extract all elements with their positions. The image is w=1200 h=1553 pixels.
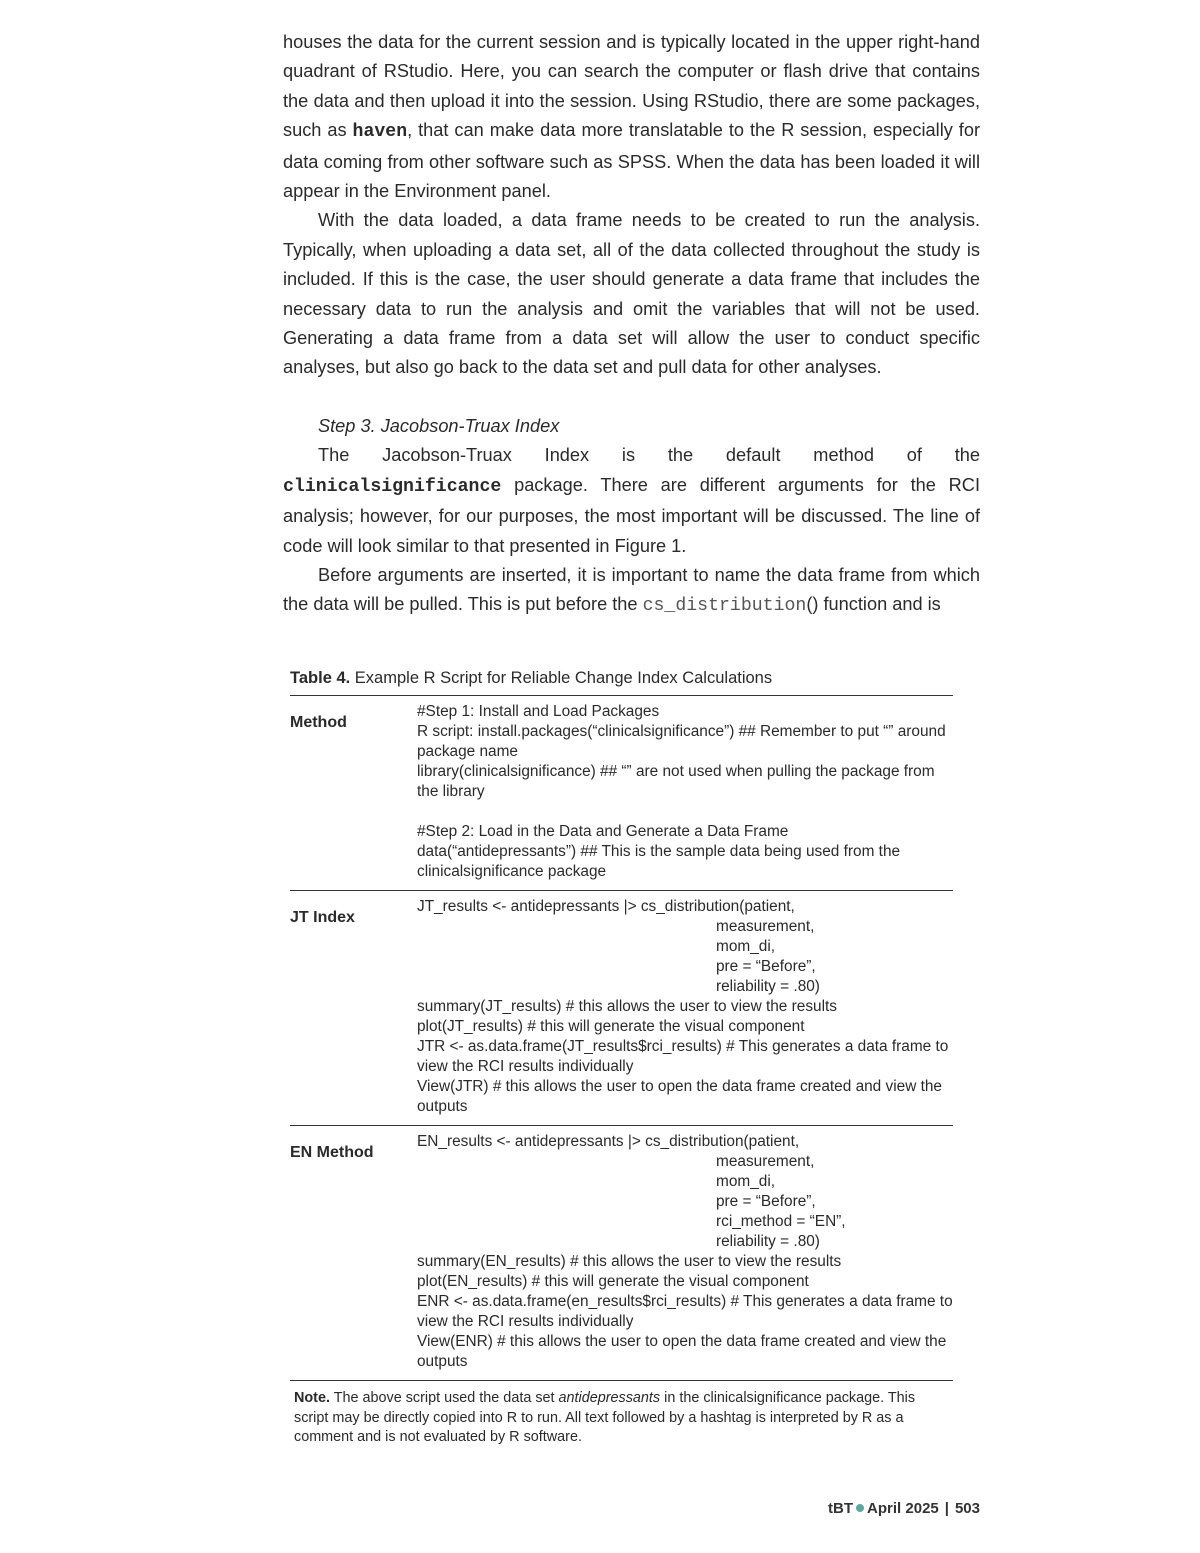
paragraph-4 <box>283 561 980 622</box>
table-row-method <box>290 696 953 891</box>
note-text-end: in the clinicalsignificance package. This script may be directly copied into R to run. All text followed by a hashtag is interpreted by R as a comment and is not evaluated by R software. <box>294 1390 916 1445</box>
code-line: summary(JT_results) # this allows the user to view the results <box>417 998 837 1015</box>
code-line: R script: install.packages(“clinicalsignificance”) ## Remember to put “” around package name <box>417 723 946 760</box>
code-line: library(clinicalsignificance) ## “” are not used when pulling the package from the library <box>417 763 935 800</box>
code-line: plot(JT_results) # this will generate the visual component <box>417 1018 805 1035</box>
table-caption-label: Table 4. <box>290 669 351 687</box>
code-line: EN_results <- antidepressants |> cs_distribution(patient, <box>417 1133 800 1150</box>
code-cs-distribution: cs_distribution <box>642 596 807 617</box>
code-haven: haven <box>352 122 408 143</box>
code-line: summary(EN_results) # this allows the user to view the results <box>417 1253 842 1270</box>
paragraph-1-text: houses the data for the current session and is typically located in the upper right-hand quadrant of RStudio. Here, you can search the computer or flash drive that contains the data and then upload it into the session. Using RStudio, there are some packages, such as <box>283 32 980 141</box>
code-line: ENR <- as.data.frame(en_results$rci_results) # This generates a data frame to view the RCI results individually <box>417 1293 953 1330</box>
paragraph-4-text: Before arguments are inserted, it is important to name the data frame from which the data will be pulled. This is put before the <box>283 564 980 615</box>
code-line: #Step 1: Install and Load Packages <box>417 703 660 720</box>
row-code <box>417 1132 953 1372</box>
code-argument: reliability = .80) <box>716 1233 820 1250</box>
table-4 <box>290 666 953 1448</box>
code-argument: pre = “Before”, <box>716 958 816 975</box>
code-argument: measurement, <box>716 1153 815 1170</box>
paragraph-3 <box>283 441 980 561</box>
paragraph-2: With the data loaded, a data frame needs to be created to run the analysis. Typically, when uploading a data set, all of the data collected throughout the study is included. If this is the case, the user should generate a data frame that includes the necessary data to run the analysis and omit the variables that will not be used. Generating a data frame from a data set will allow the user to conduct specific analyses, but also go back to the data set and pull data for other analyses. <box>283 210 980 378</box>
code-line: plot(EN_results) # this will generate the visual component <box>417 1273 809 1290</box>
table-row-en-method <box>290 1126 953 1381</box>
code-line: data(“antidepressants”) ## This is the sample data being used from the clinicalsignificance package <box>417 843 901 880</box>
journal-name: tBT <box>828 1500 854 1517</box>
code-argument: pre = “Before”, <box>716 1193 816 1210</box>
note-text: The above script used the data set <box>329 1390 559 1406</box>
paragraph-1 <box>283 28 980 206</box>
code-line: #Step 2: Load in the Data and Generate a Data Frame <box>417 823 789 840</box>
table-note <box>290 1381 953 1448</box>
paragraph-3-text: The Jacobson-Truax Index is the default method of the <box>318 445 980 466</box>
code-argument: reliability = .80) <box>716 978 820 995</box>
issue-date: April 2025 <box>867 1500 939 1517</box>
paragraph-3-end: package. There are different arguments for the RCI analysis; however, for our purposes, the most important will be discussed. The line of code will look similar to that presented in Figure 1. <box>283 474 980 556</box>
code-line: View(JTR) # this allows the user to open the data frame created and view the outputs <box>417 1078 942 1115</box>
paragraph-1-end: , that can make data more translatable to the R session, especially for data coming from other software such as SPSS. When the data has been loaded it will appear in the Environment panel. <box>283 120 981 202</box>
code-argument: mom_di, <box>716 1173 776 1190</box>
dot-separator-icon <box>856 1504 864 1512</box>
code-clinicalsignificance: clinicalsignificance <box>283 476 502 497</box>
note-dataset-name: antidepressants <box>558 1390 661 1406</box>
row-code <box>417 897 953 1117</box>
row-code <box>417 702 953 882</box>
code-argument: mom_di, <box>716 938 776 955</box>
row-label: EN Method <box>290 1144 374 1161</box>
page-number: 503 <box>954 1500 980 1517</box>
row-label: Method <box>290 714 347 731</box>
pipe-separator: | <box>944 1500 949 1517</box>
table-caption-text: Example R Script for Reliable Change Index Calculations <box>350 669 773 687</box>
table-row-jt-index <box>290 891 953 1126</box>
table-caption <box>290 666 953 696</box>
code-line: View(ENR) # this allows the user to open the data frame created and view the outputs <box>417 1333 947 1370</box>
code-argument: measurement, <box>716 918 815 935</box>
row-label: JT Index <box>290 909 355 926</box>
paragraph-4-end: () function and is <box>806 594 941 615</box>
code-line: JT_results <- antidepressants |> cs_distribution(patient, <box>417 898 795 915</box>
step-heading: Step 3. Jacobson-Truax Index <box>318 415 560 436</box>
body-text <box>283 28 980 622</box>
code-line <box>417 802 953 822</box>
code-argument: rci_method = “EN”, <box>716 1213 846 1230</box>
note-label: Note. <box>294 1390 330 1406</box>
page-footer <box>828 1500 980 1517</box>
code-line: JTR <- as.data.frame(JT_results$rci_results) # This generates a data frame to view the RCI results individually <box>417 1038 949 1075</box>
